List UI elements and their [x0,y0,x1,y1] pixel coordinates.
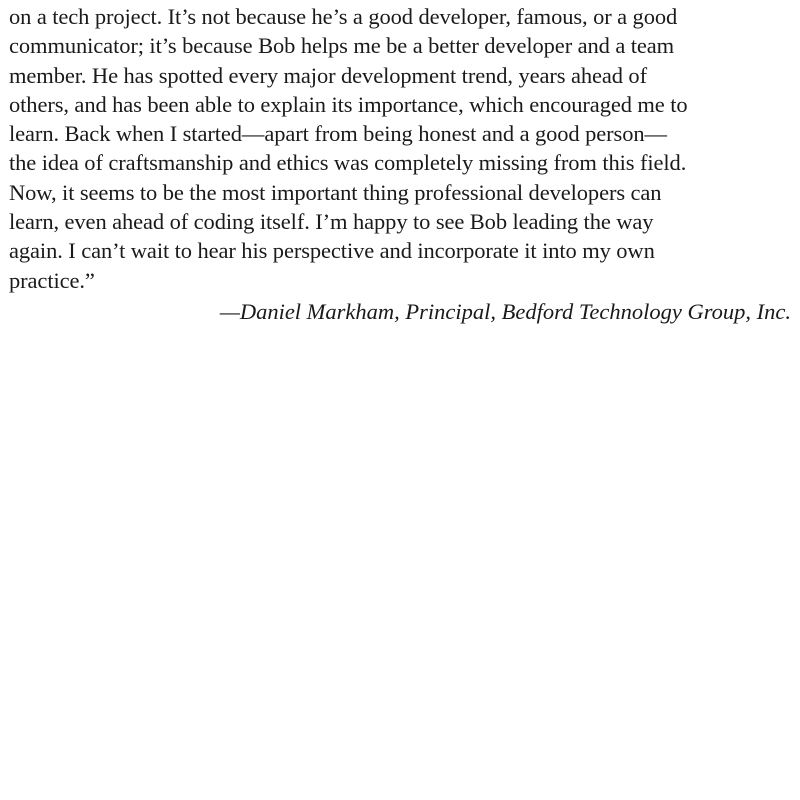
quote-line: Now, it seems to be the most important thing professional developers can [9,179,662,205]
quote-line: the idea of craftsmanship and ethics was completely missing from this field. [9,150,687,176]
quote-line: communicator; it’s because Bob helps me be a better developer and a team [9,33,675,59]
quote-attribution: —Daniel Markham, Principal, Bedford Technology Group, Inc. [219,299,791,324]
quote-line: member. He has spotted every major development trend, years ahead of [9,62,647,88]
quote-line: others, and has been able to explain its importance, which encouraged me to [9,91,688,117]
quote-line: practice.” [9,267,95,293]
testimonial-quote [9,2,799,295]
quote-line: again. I can’t wait to hear his perspective and incorporate it into my own [9,238,655,264]
quote-line: learn, even ahead of coding itself. I’m happy to see Bob leading the way [9,209,654,235]
quote-line: on a tech project. It’s not because he’s a good developer, famous, or a good [9,4,678,29]
quote-line: learn. Back when I started—apart from being honest and a good person— [9,121,667,147]
